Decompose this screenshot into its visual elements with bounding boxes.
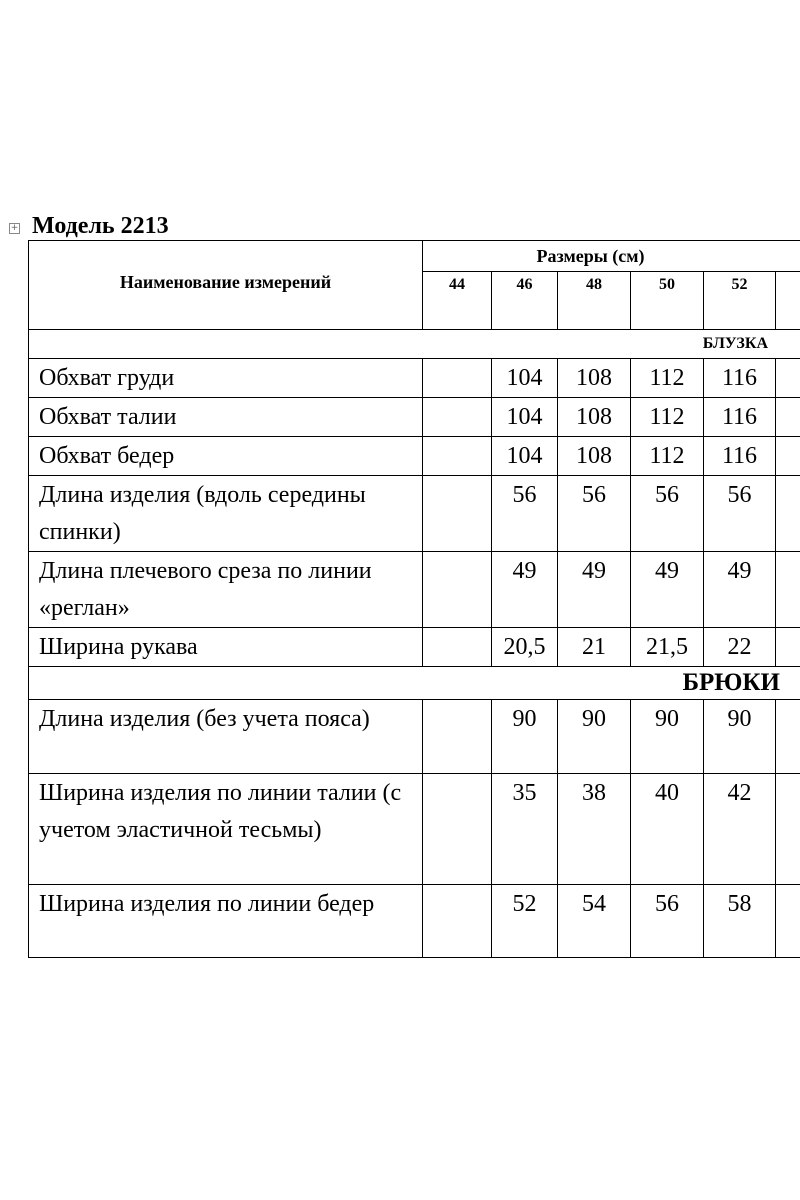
size-52: 52 [704,272,776,330]
value-cell [423,359,492,398]
value-cell: 49 [558,552,631,628]
measurement-name: Обхват груди [29,359,423,398]
value-cell: 54 [558,885,631,958]
value-cell: 38 [558,774,631,885]
value-cell: 116 [704,398,776,437]
table-row [29,437,800,476]
value-cell [423,552,492,628]
sizes-header: Размеры (см) [423,241,800,272]
value-cell: 52 [492,885,558,958]
section-row-trousers [29,667,800,700]
section-row-blouse [29,330,800,359]
measurement-name: Длина плечевого среза по линии «реглан» [29,552,423,628]
value-cell [776,398,800,437]
value-cell: 112 [631,437,704,476]
header-row [29,241,800,272]
size-46: 46 [492,272,558,330]
table-row [29,398,800,437]
value-cell: 56 [492,476,558,552]
value-cell: 104 [492,359,558,398]
value-cell: 49 [492,552,558,628]
value-cell: 104 [492,437,558,476]
value-cell: 116 [704,437,776,476]
value-cell: 108 [558,359,631,398]
measurement-name: Длина изделия (без учета пояса) [29,700,423,774]
size-44: 44 [423,272,492,330]
value-cell [776,885,800,958]
table-row [29,774,800,885]
size-48: 48 [558,272,631,330]
value-cell [776,359,800,398]
value-cell: 90 [704,700,776,774]
value-cell [423,476,492,552]
value-cell [423,628,492,667]
value-cell: 112 [631,398,704,437]
value-cell [776,476,800,552]
size-50: 50 [631,272,704,330]
measurement-name: Ширина рукава [29,628,423,667]
table-row [29,700,800,774]
value-cell: 42 [704,774,776,885]
value-cell: 116 [704,359,776,398]
size-extra-cell [776,272,800,330]
value-cell: 90 [631,700,704,774]
section-label: БРЮКИ [29,667,800,700]
table-move-handle-icon[interactable]: + [10,223,19,233]
table-row [29,628,800,667]
table-row [29,359,800,398]
value-cell: 58 [704,885,776,958]
value-cell: 56 [558,476,631,552]
value-cell [776,774,800,885]
value-cell [423,437,492,476]
table-row [29,476,800,552]
value-cell: 49 [631,552,704,628]
value-cell: 90 [492,700,558,774]
section-label: БЛУЗКА [29,330,800,359]
value-cell [776,628,800,667]
value-cell: 40 [631,774,704,885]
value-cell [423,398,492,437]
measurement-name: Обхват бедер [29,437,423,476]
value-cell [776,700,800,774]
measurement-name: Ширина изделия по линии талии (с учетом эластичной тесьмы) [29,774,423,885]
table-row [29,885,800,958]
value-cell: 22 [704,628,776,667]
value-cell: 108 [558,437,631,476]
value-cell: 112 [631,359,704,398]
value-cell [776,437,800,476]
value-cell: 56 [631,885,704,958]
measurement-name: Ширина изделия по линии бедер [29,885,423,958]
measurement-name-header: Наименование измерений [29,241,423,330]
size-table [28,240,800,958]
value-cell: 20,5 [492,628,558,667]
value-cell: 56 [704,476,776,552]
value-cell: 56 [631,476,704,552]
value-cell: 21,5 [631,628,704,667]
table-row [29,552,800,628]
value-cell [776,552,800,628]
value-cell: 90 [558,700,631,774]
value-cell [423,885,492,958]
measurement-name: Длина изделия (вдоль середины спинки) [29,476,423,552]
value-cell: 49 [704,552,776,628]
measurement-name: Обхват талии [29,398,423,437]
value-cell: 108 [558,398,631,437]
value-cell [423,774,492,885]
value-cell: 104 [492,398,558,437]
value-cell: 21 [558,628,631,667]
value-cell [423,700,492,774]
page-title: Модель 2213 [32,213,169,239]
value-cell: 35 [492,774,558,885]
